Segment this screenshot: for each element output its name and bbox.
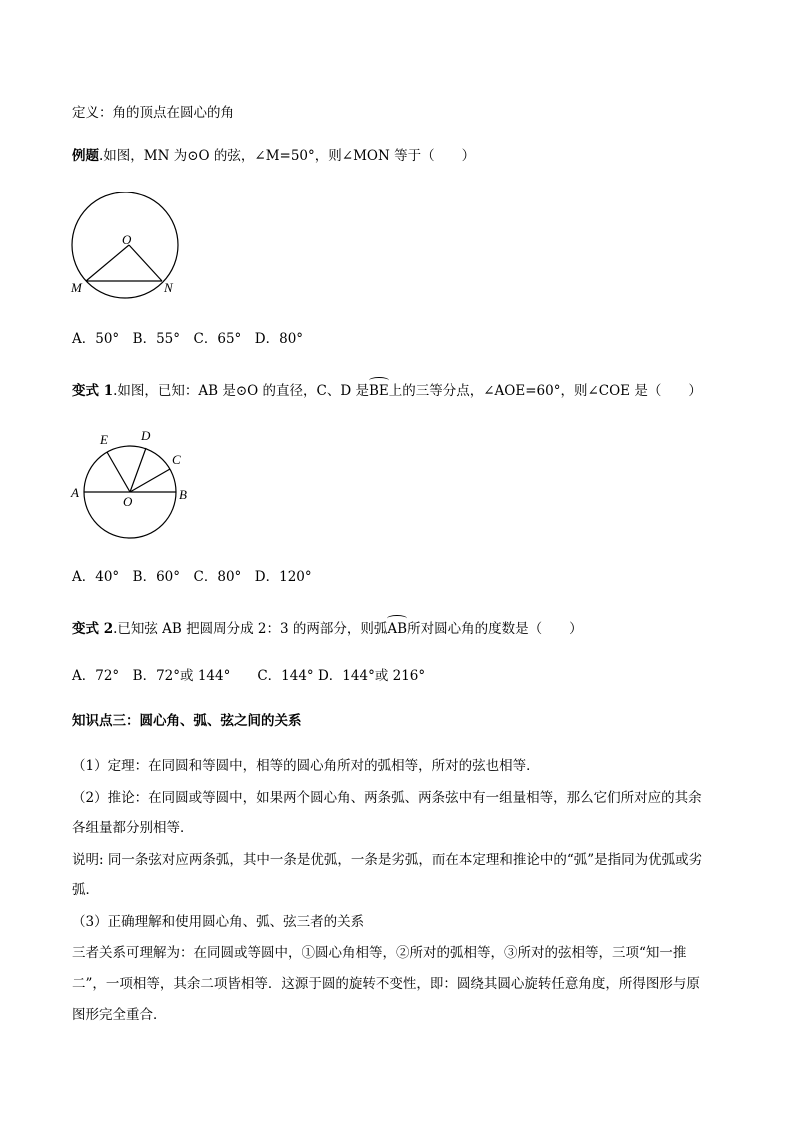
paragraph-9: 图形完全重合． [72, 1007, 167, 1023]
variant2-label: 变式 2 [72, 621, 114, 637]
paragraph-8: 二”，一项相等，其余二项皆相等．这源于圆的旋转不变性，即：圆绕其圆心旋转任意角度，所得图形与原 [72, 976, 700, 992]
label-c: C [172, 452, 181, 467]
variant2-options: A．72° B．72°或 144° C．144° D．144°或 216° [72, 668, 426, 684]
paragraph-2: （2）推论：在同圆或等圆中，如果两个圆心角、两条弧、两条弦中有一组量相等，那么它们所对应的其余 [72, 790, 702, 806]
variant1-figure [68, 428, 198, 543]
label-o: O [122, 232, 132, 247]
variant1-question [72, 381, 702, 401]
label-m: M [71, 280, 82, 295]
label-a: A [71, 485, 79, 500]
variant2-text-b: 所对圆心角的度数是（ ） [407, 621, 583, 637]
radius-om [86, 245, 129, 281]
radius-oc [130, 469, 170, 492]
label-n: N [164, 280, 173, 295]
definition-line: 定义：角的顶点在圆心的角 [72, 105, 234, 121]
paragraph-1: （1）定理：在同圆和等圆中，相等的圆心角所对的弧相等，所对的弦也相等． [72, 758, 540, 774]
arc-ab: AB [387, 621, 408, 637]
radius-oe [107, 452, 130, 492]
radius-on [129, 245, 162, 281]
example-text: .如图，MN 为⊙O 的弦，∠M=50°，则∠MON 等于（ ） [99, 148, 476, 164]
label-e: E [100, 432, 108, 447]
variant2-text-a: .已知弦 AB 把圆周分成 2：3 的两部分，则弧 [113, 621, 388, 637]
variant1-text-a: .如图，已知：AB 是⊙O 的直径，C、D 是 [113, 383, 369, 399]
variant1-options: A．40° B．60° C．80° D．120° [72, 569, 312, 585]
label-b: B [179, 487, 187, 502]
example-question [72, 146, 475, 166]
example-figure [68, 192, 188, 302]
variant2-question [72, 619, 583, 639]
paragraph-6: （3）正确理解和使用圆心角、弧、弦三者的关系 [72, 914, 365, 930]
paragraph-4: 说明: 同一条弦对应两条弧，其中一条是优弧，一条是劣弧，而在本定理和推论中的“弧”是指同为优弧或劣 [72, 852, 703, 868]
variant1-text-b: 上的三等分点，∠AOE=60°，则∠COE 是（ ） [388, 383, 702, 399]
example-options: A．50° B．55° C．65° D．80° [72, 331, 304, 347]
paragraph-3: 各组量都分别相等． [72, 820, 194, 836]
arc-be: BE [368, 383, 389, 399]
paragraph-7: 三者关系可理解为：在同圆或等圆中，①圆心角相等，②所对的弧相等，③所对的弦相等，三项“知一推 [72, 945, 687, 961]
variant1-label: 变式 1 [72, 383, 114, 399]
section-title: 知识点三：圆心角、弧、弦之间的关系 [72, 713, 302, 729]
radius-od [130, 448, 146, 492]
paragraph-5: 弧． [72, 882, 99, 898]
example-label: 例题 [72, 148, 99, 164]
label-o1: O [123, 494, 133, 509]
label-d: D [141, 428, 151, 443]
